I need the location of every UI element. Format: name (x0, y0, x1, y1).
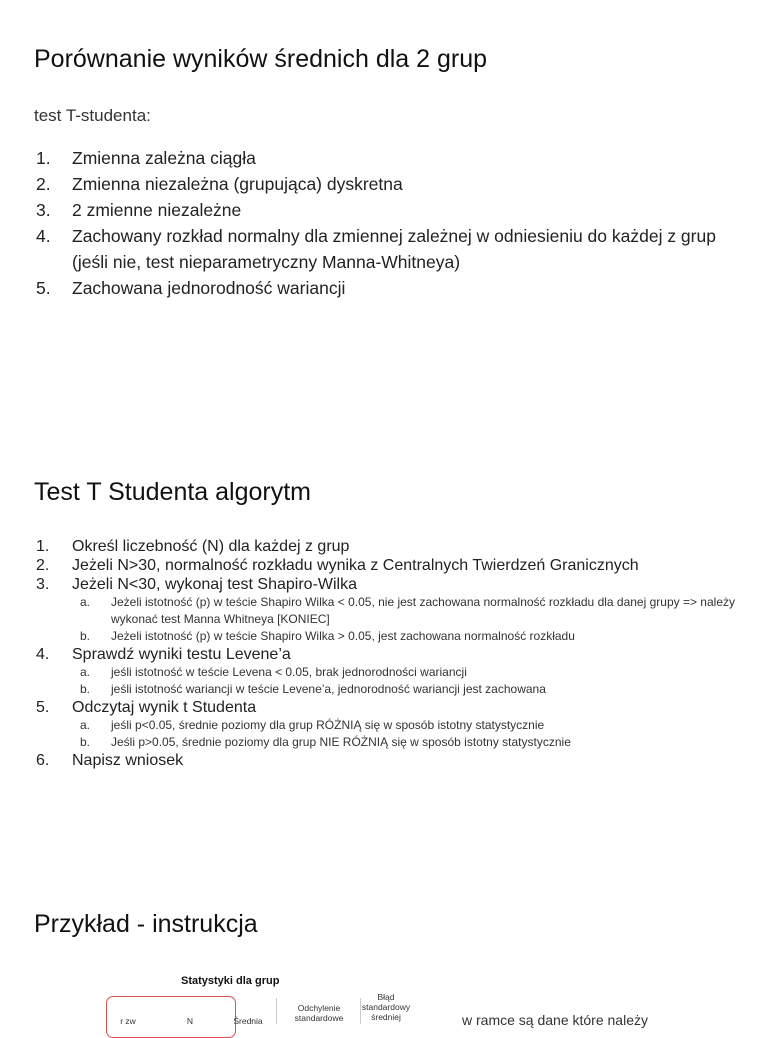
list-number: 2. (36, 174, 51, 194)
list-number: 3. (36, 200, 51, 220)
example-note: w ramce są dane które należy (462, 1012, 648, 1028)
list-text: Sprawdź wyniki testu Levene’a (72, 646, 291, 663)
list-text: Określ liczebność (N) dla każdej z grup (72, 538, 350, 555)
list-number: 3. (36, 576, 50, 593)
section2-title: Test T Studenta algorytm (34, 478, 312, 506)
column-header-n: N (186, 1016, 194, 1026)
list-text: Zmienna niezależna (grupująca) dyskretna (72, 174, 403, 194)
list-text: Zachowana jednorodność wariancji (72, 278, 346, 298)
list-text: 2 zmienne niezależne (72, 200, 242, 220)
list-item (34, 197, 744, 223)
column-header-blad: Błąd standardowy średniej (361, 992, 411, 1022)
sub-text: Jeśli p>0.05, średnie poziomy dla grup NIE RÓŻNIĄ się w sposób istotny statystycznie (111, 735, 571, 749)
requirements-list (34, 145, 744, 301)
sub-letter: b. (80, 682, 91, 696)
sub-letter: a. (80, 665, 91, 679)
sub-letter: b. (80, 629, 91, 643)
list-number: 4. (36, 226, 51, 246)
sub-letter: a. (80, 595, 91, 609)
list-text: Jeżeli N<30, wykonaj test Shapiro-Wilka (72, 576, 358, 593)
sub-text: Jeżeli istotność (p) w teście Shapiro Wilka < 0.05, nie jest zachowana normalność rozkładu dla danej grupy => należy wykonać test Manna Whitneya [KONIEC] (111, 595, 735, 626)
list-item (34, 751, 754, 770)
sub-list-item (72, 594, 754, 628)
list-text: Jeżeli N>30, normalność rozkładu wynika z Centralnych Twierdzeń Granicznych (72, 557, 639, 574)
list-item (34, 145, 744, 171)
list-text: Zachowany rozkład normalny dla zmiennej zależnej w odniesieniu do każdej z grup (jeśli nie, test nieparametryczny Manna-Whitneya) (72, 226, 716, 272)
column-header-srednia: Średnia (233, 1016, 263, 1026)
sub-list-item (72, 681, 754, 698)
list-text: Napisz wniosek (72, 752, 184, 769)
table-caption: Statystyki dla grup (181, 975, 280, 987)
sub-letter: a. (80, 718, 91, 732)
column-header-odchylenie: Odchylenie standardowe (294, 1003, 344, 1023)
sub-list-item (72, 734, 754, 751)
sub-text: jeśli istotność wariancji w teście Levene’a, jednorodność wariancji jest zachowana (111, 682, 546, 696)
list-item (34, 223, 744, 275)
list-text: Odczytaj wynik t Studenta (72, 699, 257, 716)
sub-text: jeśli p<0.05, średnie poziomy dla grup RÓŻNIĄ się w sposób istotny statystycznie (111, 718, 545, 732)
list-text: Zmienna zależna ciągła (72, 148, 256, 168)
list-number: 6. (36, 752, 50, 769)
list-item (34, 537, 754, 556)
list-number: 5. (36, 278, 51, 298)
section1-subtitle: test T-studenta: (34, 106, 151, 125)
list-number: 4. (36, 646, 50, 663)
sub-list-item (72, 664, 754, 681)
list-number: 2. (36, 557, 50, 574)
algorithm-list (34, 537, 754, 770)
list-item (34, 556, 754, 575)
list-item (34, 645, 754, 698)
column-divider (276, 998, 277, 1024)
column-header-rzw: r zw (120, 1016, 136, 1026)
sub-list (72, 664, 754, 698)
list-item (34, 171, 744, 197)
section1-title: Porównanie wyników średnich dla 2 grup (34, 45, 488, 73)
sub-letter: b. (80, 735, 91, 749)
sub-list (72, 717, 754, 751)
sub-list-item (72, 628, 754, 645)
section3-title: Przykład - instrukcja (34, 910, 258, 938)
list-item (34, 575, 754, 645)
list-number: 5. (36, 699, 50, 716)
sub-text: jeśli istotność w teście Levena < 0.05, brak jednorodności wariancji (111, 665, 467, 679)
list-item (34, 275, 744, 301)
list-number: 1. (36, 148, 51, 168)
sub-list-item (72, 717, 754, 734)
sub-text: Jeżeli istotność (p) w teście Shapiro Wilka > 0.05, jest zachowana normalność rozkładu (111, 629, 575, 643)
sub-list (72, 594, 754, 645)
list-number: 1. (36, 538, 50, 555)
list-item (34, 698, 754, 751)
